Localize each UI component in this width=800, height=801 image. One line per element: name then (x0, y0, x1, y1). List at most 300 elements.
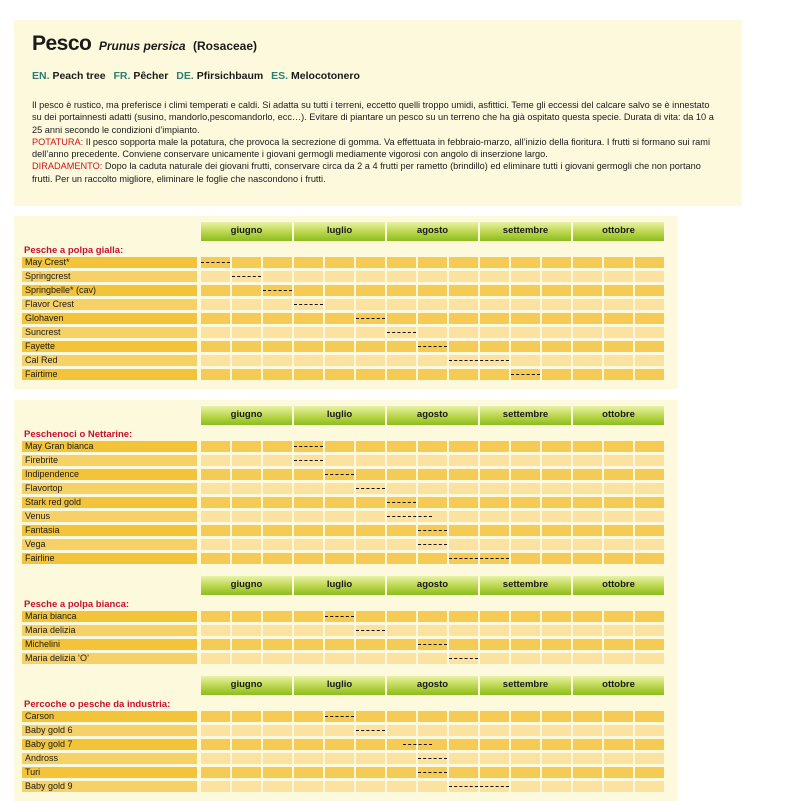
calendar-cell (542, 285, 571, 296)
calendar-cell (263, 469, 292, 480)
calendar-cell (356, 355, 385, 366)
month-header: ottobre (573, 576, 664, 595)
group-title: Percoche o pesche da industria: (24, 699, 171, 710)
calendar-cell (449, 539, 478, 550)
calendar-cell (325, 781, 354, 792)
variety-row (22, 781, 678, 792)
calendar-cell (480, 369, 509, 380)
month-header: giugno (201, 676, 292, 695)
calendar-cell (263, 639, 292, 650)
variety-name: Baby gold 7 (22, 739, 197, 750)
calendar-cell (263, 539, 292, 550)
calendar-cell (635, 299, 664, 310)
month-header: agosto (387, 406, 478, 425)
group-title: Pesche a polpa bianca: (24, 599, 130, 610)
calendar-cell (294, 553, 323, 564)
calendar-cell (201, 441, 230, 452)
variety-row (22, 497, 678, 508)
variety-row (22, 753, 678, 764)
calendar-cell (449, 313, 478, 324)
calendar-cell (418, 725, 447, 736)
calendar-cell (449, 285, 478, 296)
calendar-cell (263, 753, 292, 764)
calendar-cell (263, 369, 292, 380)
calendar-cell (480, 257, 509, 268)
variety-name: Springbelle* (cav) (22, 285, 197, 296)
group-title: Pesche a polpa gialla: (24, 245, 124, 256)
calendar-cell (542, 539, 571, 550)
variety-row (22, 711, 678, 722)
variety-row (22, 611, 678, 622)
calendar-cell (604, 511, 633, 522)
calendar-cell (511, 285, 540, 296)
variety-row (22, 285, 678, 296)
calendar-cell (542, 369, 571, 380)
calendar-cell (201, 711, 230, 722)
calendar-cell (480, 497, 509, 508)
calendar-cell (480, 469, 509, 480)
calendar-cell (201, 327, 230, 338)
calendar-cell (511, 639, 540, 650)
variety-name: Indipendence (22, 469, 197, 480)
calendar-cell (232, 625, 261, 636)
calendar-cell (232, 355, 261, 366)
calendar-cell (511, 653, 540, 664)
calendar-cell (232, 611, 261, 622)
calendar-cell (356, 767, 385, 778)
harvest-period-mark (325, 716, 354, 717)
month-header: luglio (294, 676, 385, 695)
calendar-cell (573, 781, 602, 792)
calendar-cell (356, 271, 385, 282)
harvest-period-mark (387, 516, 432, 517)
calendar-cell (573, 313, 602, 324)
variety-row (22, 525, 678, 536)
calendar-cell (387, 639, 416, 650)
variety-name: Baby gold 9 (22, 781, 197, 792)
calendar-cell (294, 525, 323, 536)
calendar-cell (511, 725, 540, 736)
calendar-cell (232, 341, 261, 352)
calendar-cell (604, 753, 633, 764)
calendar-cell (387, 611, 416, 622)
calendar-cell (201, 539, 230, 550)
month-header: ottobre (573, 406, 664, 425)
calendar-cell (635, 341, 664, 352)
variety-row (22, 469, 678, 480)
variety-name: Baby gold 6 (22, 725, 197, 736)
calendar-cell (387, 725, 416, 736)
calendar-cell (232, 327, 261, 338)
calendar-cell (294, 625, 323, 636)
calendar-cell (635, 327, 664, 338)
calendar-cell (604, 441, 633, 452)
calendar-cell (635, 553, 664, 564)
calendar-cell (449, 767, 478, 778)
calendar-cell (480, 611, 509, 622)
calendar-cell (201, 739, 230, 750)
calendar-cell (542, 625, 571, 636)
calendar-cell (387, 767, 416, 778)
calendar-cell (542, 341, 571, 352)
variety-row (22, 355, 678, 366)
calendar-cell (449, 455, 478, 466)
calendar-cell (387, 313, 416, 324)
calendar-cell (418, 441, 447, 452)
calendar-cell (263, 611, 292, 622)
calendar-cell (263, 299, 292, 310)
calendar-cell (449, 639, 478, 650)
calendar-cell (232, 469, 261, 480)
calendar-cell (387, 711, 416, 722)
calendar-cell (573, 469, 602, 480)
calendar-cell (387, 525, 416, 536)
calendar-cell (511, 625, 540, 636)
calendar-cell (201, 725, 230, 736)
calendar-cell (449, 525, 478, 536)
calendar-cell (542, 767, 571, 778)
variety-row (22, 639, 678, 650)
calendar-cell (511, 455, 540, 466)
calendar-cell (263, 355, 292, 366)
calendar-cell (480, 711, 509, 722)
calendar-cell (356, 497, 385, 508)
calendar-cell (604, 271, 633, 282)
harvest-period-mark (263, 290, 292, 291)
calendar-cell (449, 271, 478, 282)
calendar-cell (325, 355, 354, 366)
calendar-cell (635, 369, 664, 380)
month-header: agosto (387, 222, 478, 241)
calendar-cell (604, 553, 633, 564)
calendar-cell (449, 257, 478, 268)
title-common: Pesco (32, 32, 92, 55)
calendar-cell (356, 539, 385, 550)
calendar-cell (449, 497, 478, 508)
calendar-cell (604, 539, 633, 550)
calendar-cell (573, 441, 602, 452)
lang-name: Pfirsichbaum (196, 70, 264, 82)
harvest-period-mark (294, 446, 323, 447)
harvest-period-mark (403, 744, 432, 745)
calendar-cell (449, 511, 478, 522)
calendar-cell (480, 511, 509, 522)
calendar-cell (573, 525, 602, 536)
calendar-cell (604, 625, 633, 636)
calendar-cell (604, 767, 633, 778)
calendar-cell (635, 441, 664, 452)
lang-name: Pêcher (133, 70, 169, 82)
calendar-cell (418, 369, 447, 380)
calendar-cell (325, 313, 354, 324)
lang-code: FR. (113, 70, 131, 82)
calendar-cell (542, 483, 571, 494)
calendar-cell (325, 753, 354, 764)
calendar-cell (263, 257, 292, 268)
calendar-cell (635, 753, 664, 764)
month-header: agosto (387, 576, 478, 595)
calendar-cell (232, 369, 261, 380)
calendar-cell (325, 271, 354, 282)
calendar-cell (604, 483, 633, 494)
calendar-cell (387, 455, 416, 466)
calendar-cell (263, 553, 292, 564)
variety-row (22, 257, 678, 268)
harvest-period-mark (325, 616, 354, 617)
calendar-cell (418, 483, 447, 494)
harvest-period-mark (418, 772, 447, 773)
harvest-period-mark (418, 530, 447, 531)
lang-code: ES. (271, 70, 289, 82)
lang-name: Peach tree (52, 70, 106, 82)
calendar-cell (263, 441, 292, 452)
calendar-cell (573, 611, 602, 622)
month-header: settembre (480, 676, 571, 695)
calendar-cell (263, 767, 292, 778)
calendar-section (14, 216, 678, 389)
calendar-cell (325, 625, 354, 636)
variety-name: May Crest* (22, 257, 197, 268)
variety-row (22, 327, 678, 338)
lang-code: DE. (176, 70, 194, 82)
calendar-cell (449, 327, 478, 338)
calendar-cell (449, 369, 478, 380)
calendar-cell (263, 483, 292, 494)
variety-name: Andross (22, 753, 197, 764)
calendar-cell (542, 753, 571, 764)
variety-row (22, 455, 678, 466)
calendar-cell (542, 299, 571, 310)
calendar-cell (263, 327, 292, 338)
calendar-cell (294, 369, 323, 380)
calendar-cell (418, 257, 447, 268)
calendar-cell (511, 313, 540, 324)
calendar-cell (604, 285, 633, 296)
calendar-cell (387, 753, 416, 764)
calendar-cell (604, 639, 633, 650)
month-header: giugno (201, 576, 292, 595)
calendar-cell (325, 455, 354, 466)
calendar-cell (635, 653, 664, 664)
calendar-cell (449, 625, 478, 636)
month-header: luglio (294, 406, 385, 425)
calendar-cell (387, 625, 416, 636)
calendar-cell (573, 455, 602, 466)
harvest-period-mark (418, 544, 447, 545)
harvest-period-mark (449, 658, 478, 659)
calendar-cell (294, 271, 323, 282)
variety-name: Vega (22, 539, 197, 550)
calendar-cell (511, 469, 540, 480)
calendar-cell (635, 639, 664, 650)
calendar-cell (387, 469, 416, 480)
calendar-cell (294, 285, 323, 296)
calendar-cell (573, 625, 602, 636)
calendar-cell (573, 539, 602, 550)
calendar-cell (542, 725, 571, 736)
calendar-cell (604, 369, 633, 380)
calendar-cell (542, 653, 571, 664)
calendar-cell (325, 285, 354, 296)
variety-name: Stark red gold (22, 497, 197, 508)
calendar-cell (573, 653, 602, 664)
calendar-cell (294, 327, 323, 338)
calendar-cell (294, 767, 323, 778)
calendar-cell (201, 511, 230, 522)
calendar-cell (201, 299, 230, 310)
calendar-cell (294, 739, 323, 750)
calendar-cell (480, 299, 509, 310)
calendar-cell (449, 725, 478, 736)
variety-name: Fayette (22, 341, 197, 352)
calendar-cell (294, 711, 323, 722)
variety-name: Michelini (22, 639, 197, 650)
calendar-cell (387, 781, 416, 792)
calendar-cell (232, 285, 261, 296)
calendar-cell (604, 525, 633, 536)
translations (32, 70, 365, 82)
diradamento-label: DIRADAMENTO: (32, 161, 103, 172)
harvest-period-mark (418, 346, 447, 347)
calendar-cell (480, 271, 509, 282)
calendar-cell (232, 781, 261, 792)
calendar-cell (356, 553, 385, 564)
calendar-cell (573, 369, 602, 380)
calendar-cell (635, 355, 664, 366)
calendar-cell (604, 739, 633, 750)
calendar-cell (356, 327, 385, 338)
variety-row (22, 511, 678, 522)
variety-name: Venus (22, 511, 197, 522)
calendar-cell (635, 781, 664, 792)
calendar-cell (356, 711, 385, 722)
calendar-cell (418, 299, 447, 310)
calendar-cell (201, 483, 230, 494)
harvest-period-mark (294, 460, 323, 461)
calendar-cell (325, 257, 354, 268)
calendar-cell (325, 639, 354, 650)
calendar-cell (573, 299, 602, 310)
calendar-cell (294, 753, 323, 764)
calendar-cell (356, 299, 385, 310)
calendar-cell (604, 653, 633, 664)
variety-row (22, 369, 678, 380)
calendar-cell (635, 313, 664, 324)
calendar-cell (542, 257, 571, 268)
calendar-cell (542, 739, 571, 750)
month-header: agosto (387, 676, 478, 695)
variety-name: May Gran bianca (22, 441, 197, 452)
calendar-cell (263, 739, 292, 750)
calendar-cell (294, 725, 323, 736)
variety-row (22, 271, 678, 282)
calendar-cell (232, 711, 261, 722)
calendar-cell (480, 441, 509, 452)
calendar-cell (480, 341, 509, 352)
harvest-period-mark (356, 318, 385, 319)
calendar-cell (418, 497, 447, 508)
calendar-cell (635, 711, 664, 722)
calendar-cell (604, 469, 633, 480)
calendar-cell (511, 611, 540, 622)
calendar-cell (263, 313, 292, 324)
calendar-cell (387, 299, 416, 310)
calendar-cell (418, 653, 447, 664)
calendar-cell (232, 483, 261, 494)
calendar-cell (449, 441, 478, 452)
variety-name: Fairline (22, 553, 197, 564)
calendar-cell (604, 611, 633, 622)
month-header: luglio (294, 222, 385, 241)
calendar-cell (573, 725, 602, 736)
calendar-cell (294, 483, 323, 494)
variety-row (22, 539, 678, 550)
description (32, 99, 720, 185)
calendar-cell (356, 525, 385, 536)
calendar-cell (511, 483, 540, 494)
calendar-cell (325, 653, 354, 664)
calendar-cell (418, 611, 447, 622)
calendar-cell (356, 441, 385, 452)
calendar-cell (356, 611, 385, 622)
variety-name: Maria delizia (22, 625, 197, 636)
calendar-cell (418, 711, 447, 722)
calendar-cell (387, 341, 416, 352)
calendar-cell (480, 653, 509, 664)
calendar-cell (604, 355, 633, 366)
calendar-cell (201, 653, 230, 664)
month-header: luglio (294, 576, 385, 595)
calendar-cell (387, 441, 416, 452)
variety-row (22, 483, 678, 494)
harvest-period-mark (418, 644, 447, 645)
month-header: giugno (201, 222, 292, 241)
calendar-cell (449, 483, 478, 494)
calendar-cell (635, 511, 664, 522)
calendar-cell (573, 271, 602, 282)
calendar-cell (604, 257, 633, 268)
calendar-cell (511, 739, 540, 750)
calendar-cell (325, 739, 354, 750)
calendar-cell (542, 313, 571, 324)
page-title (32, 32, 257, 56)
calendar-cell (232, 653, 261, 664)
calendar-cell (480, 725, 509, 736)
month-header: giugno (201, 406, 292, 425)
calendar-cell (201, 525, 230, 536)
calendar-cell (387, 257, 416, 268)
calendar-cell (325, 441, 354, 452)
calendar-cell (232, 441, 261, 452)
calendar-cell (294, 781, 323, 792)
calendar-cell (294, 497, 323, 508)
title-family: (Rosaceae) (192, 39, 258, 53)
month-header: ottobre (573, 676, 664, 695)
calendar-cell (511, 441, 540, 452)
variety-name: Suncrest (22, 327, 197, 338)
calendar-cell (449, 739, 478, 750)
calendar-cell (511, 711, 540, 722)
calendar-cell (356, 653, 385, 664)
calendar-cell (511, 497, 540, 508)
variety-name: Maria delizia ‘O’ (22, 653, 197, 664)
calendar-cell (387, 285, 416, 296)
calendar-cell (480, 327, 509, 338)
calendar-cell (480, 539, 509, 550)
calendar-cell (511, 341, 540, 352)
calendar-cell (635, 455, 664, 466)
calendar-cell (542, 525, 571, 536)
